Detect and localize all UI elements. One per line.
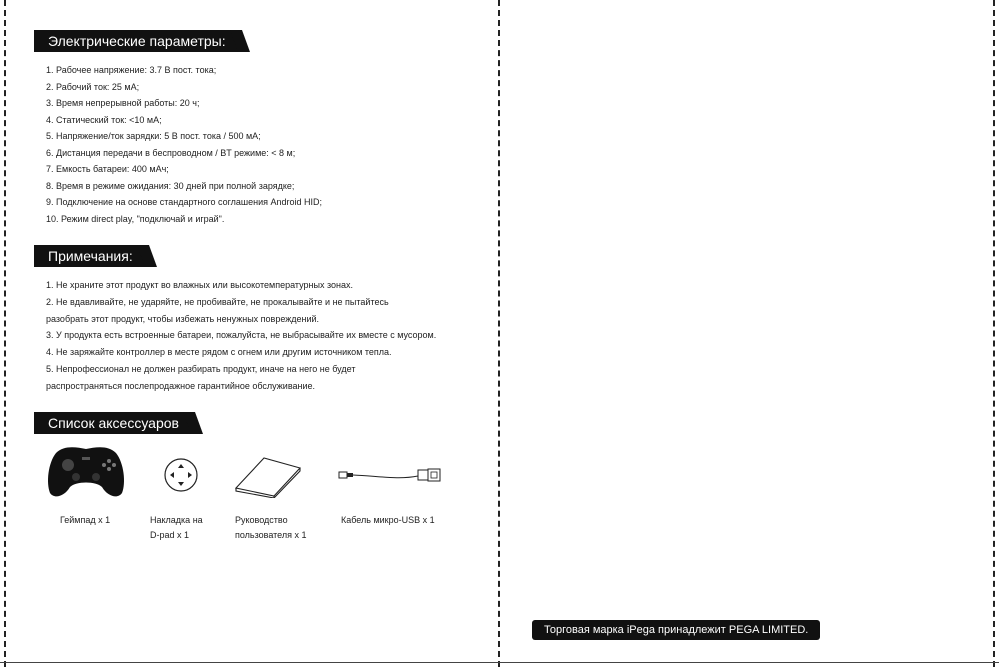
accessory-manual-label-line2: пользователя x 1 xyxy=(235,530,307,540)
gamepad-icon xyxy=(46,443,126,499)
list-item: 3. У продукта есть встроенные батареи, пожалуйста, не выбрасывайте их вместе с мусором. xyxy=(46,330,437,341)
accessories-section-heading: Список аксессуаров xyxy=(34,412,193,434)
list-item: разобрать этот продукт, чтобы избежать ненужных повреждений. xyxy=(46,313,320,324)
manual-icon xyxy=(234,456,302,498)
center-fold-line xyxy=(498,0,500,667)
accessory-dpad-label-line2: D-pad x 1 xyxy=(150,530,190,540)
list-item: распространяться послепродажное гарантийное обслуживание. xyxy=(46,380,316,391)
list-item: 1. Рабочее напряжение: 3.7 В пост. тока; xyxy=(46,65,217,75)
list-item: 7. Емкость батареи: 400 мАч; xyxy=(46,164,169,174)
list-item: 9. Подключение на основе стандартного соглашения Android HID; xyxy=(46,197,323,207)
list-item: 4. Не заряжайте контроллер в месте рядом с огнем или другим источником тепла. xyxy=(46,347,392,358)
accessory-manual-label-line1: Руководство xyxy=(235,515,288,525)
notes-list xyxy=(46,277,491,395)
list-item: 4. Статический ток: <10 мА; xyxy=(46,114,162,125)
right-cut-line xyxy=(993,0,995,667)
usb-cable-icon xyxy=(338,464,442,488)
list-item: 2. Рабочий ток: 25 мА; xyxy=(46,81,140,92)
accessory-cable-label: Кабель микро-USB x 1 xyxy=(341,515,435,525)
bottom-edge-line xyxy=(0,662,999,663)
list-item: 8. Время в режиме ожидания: 30 дней при полной зарядке; xyxy=(46,180,295,191)
list-item: 2. Не вдавливайте, не ударяйте, не пробивайте, не прокалывайте и не пытайтесь xyxy=(46,296,389,307)
list-item: 3. Время непрерывной работы: 20 ч; xyxy=(46,98,200,108)
dpad-cover-icon xyxy=(163,457,199,493)
left-cut-line xyxy=(4,0,6,667)
list-item: 1. Не храните этот продукт во влажных или высокотемпературных зонах. xyxy=(46,280,353,290)
notes-section-heading: Примечания: xyxy=(34,245,147,267)
trademark-notice: Торговая марка iPega принадлежит PEGA LIMITED. xyxy=(532,620,820,640)
list-item: 5. Напряжение/ток зарядки: 5 В пост. тока / 500 мА; xyxy=(46,131,261,141)
list-item: 10. Режим direct play, "подключай и играй". xyxy=(46,213,225,224)
accessory-gamepad-label: Геймпад x 1 xyxy=(60,515,111,525)
electrical-parameters-list xyxy=(46,62,322,227)
accessory-dpad-label-line1: Накладка на xyxy=(150,515,203,525)
electrical-section-heading: Электрические параметры: xyxy=(34,30,240,52)
list-item: 5. Непрофессионал не должен разбирать продукт, иначе на него не будет xyxy=(46,363,356,374)
list-item: 6. Дистанция передачи в беспроводном / BT режиме: < 8 м; xyxy=(46,147,296,158)
